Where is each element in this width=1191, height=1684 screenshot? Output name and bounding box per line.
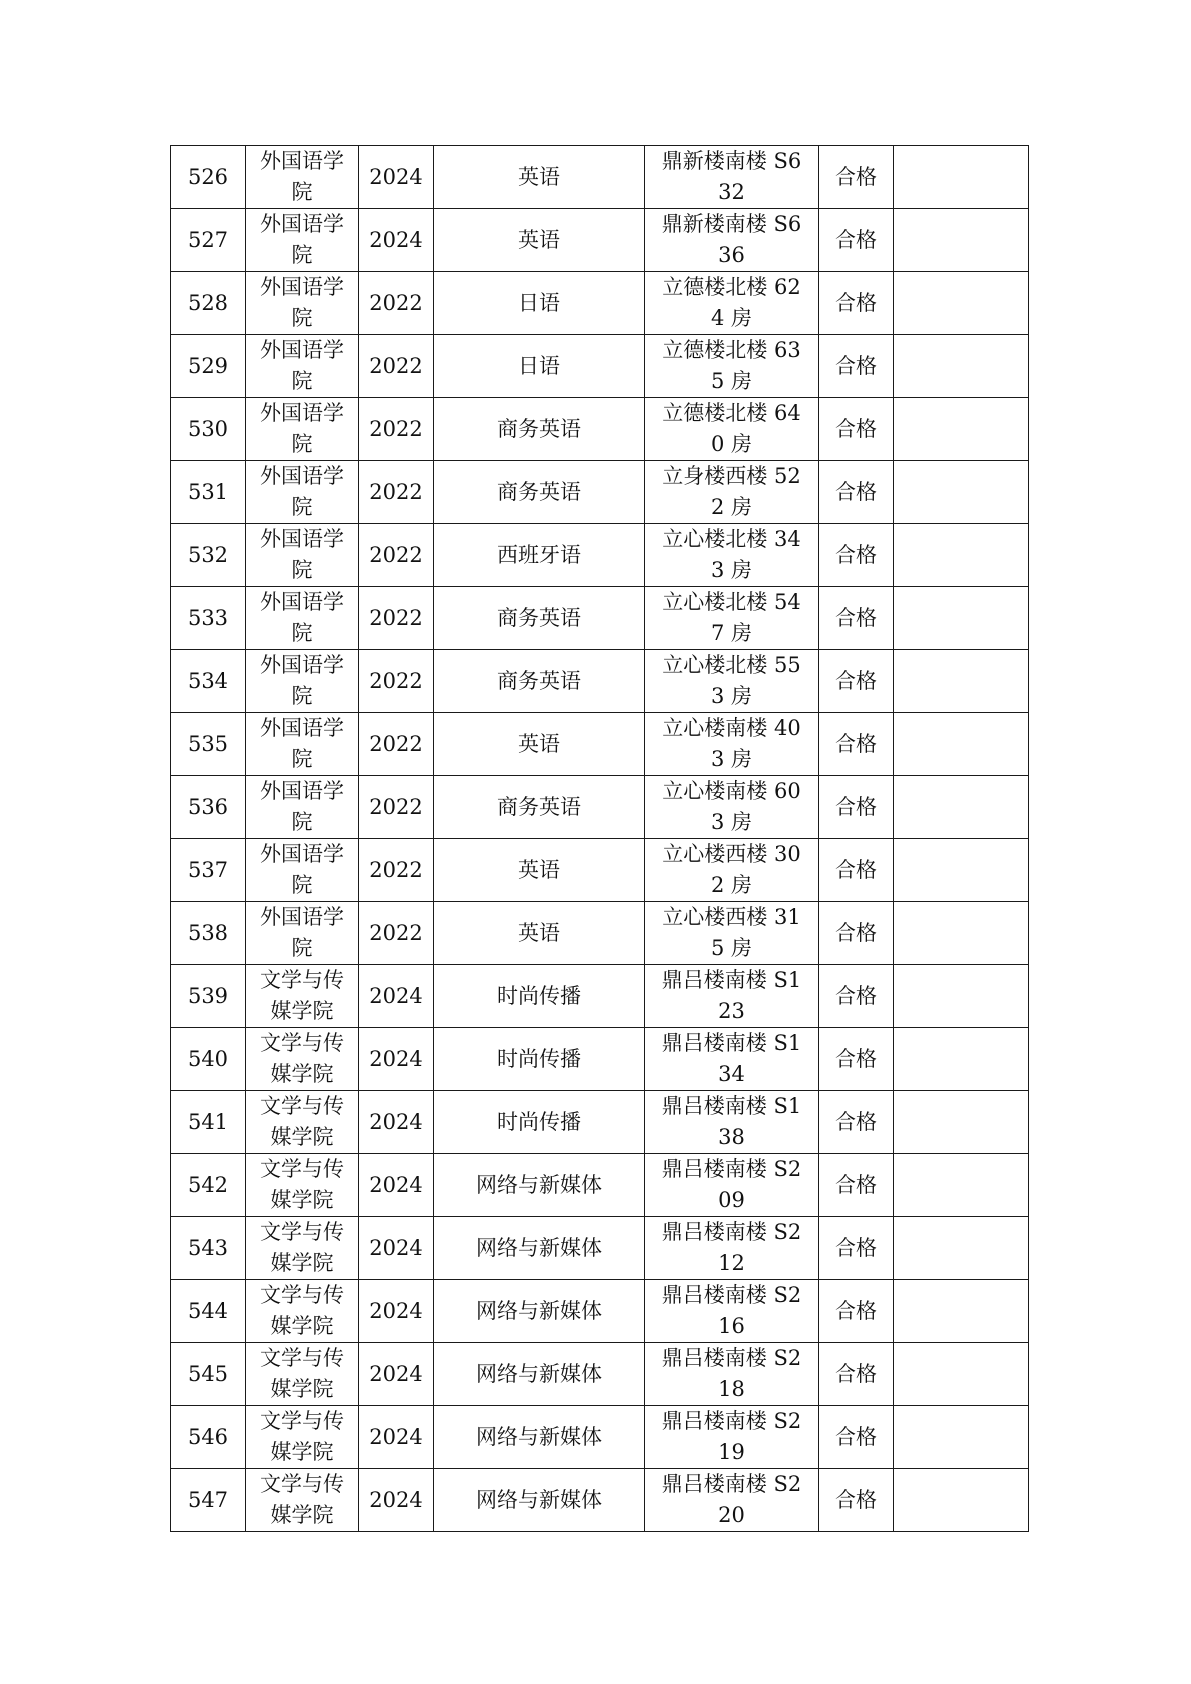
major-cell: 西班牙语: [434, 524, 645, 587]
major-cell: 商务英语: [434, 398, 645, 461]
note-cell: [894, 146, 1029, 209]
room-cell: [645, 587, 819, 650]
college-text: 文学与传媒学院: [260, 1283, 344, 1338]
room-cell: [645, 1091, 819, 1154]
room-text: 立心楼北楼 547 房: [662, 590, 801, 645]
college-text: 文学与传媒学院: [260, 1220, 344, 1275]
room-cell: [645, 461, 819, 524]
college-text: 文学与传媒学院: [260, 1157, 344, 1212]
room-cell: [645, 335, 819, 398]
table-row: [171, 209, 1029, 272]
result-cell: 合格: [819, 1091, 894, 1154]
row-number-cell: 529: [171, 335, 246, 398]
college-text: 文学与传媒学院: [260, 1346, 344, 1401]
college-text: 外国语学院: [260, 779, 344, 834]
result-cell: 合格: [819, 902, 894, 965]
college-cell: [246, 650, 359, 713]
room-cell: [645, 272, 819, 335]
major-cell: 时尚传播: [434, 965, 645, 1028]
room-text: 鼎吕楼南楼 S123: [661, 968, 802, 1023]
table-row: [171, 272, 1029, 335]
row-number-cell: 527: [171, 209, 246, 272]
row-number-cell: 531: [171, 461, 246, 524]
row-number-cell: 532: [171, 524, 246, 587]
major-cell: 网络与新媒体: [434, 1406, 645, 1469]
year-cell: 2022: [359, 461, 434, 524]
college-cell: [246, 1154, 359, 1217]
note-cell: [894, 209, 1029, 272]
room-cell: [645, 965, 819, 1028]
room-text: 立德楼北楼 640 房: [662, 401, 801, 456]
table-row: [171, 1217, 1029, 1280]
major-cell: 英语: [434, 713, 645, 776]
year-cell: 2024: [359, 146, 434, 209]
table-row: [171, 1406, 1029, 1469]
room-text: 立心楼北楼 343 房: [662, 527, 801, 582]
note-cell: [894, 1217, 1029, 1280]
college-cell: [246, 1406, 359, 1469]
row-number-cell: 528: [171, 272, 246, 335]
college-text: 文学与传媒学院: [260, 1031, 344, 1086]
room-text: 鼎吕楼南楼 S134: [661, 1031, 802, 1086]
row-number-cell: 540: [171, 1028, 246, 1091]
college-text: 外国语学院: [260, 149, 344, 204]
year-cell: 2024: [359, 1217, 434, 1280]
note-cell: [894, 1154, 1029, 1217]
major-cell: 网络与新媒体: [434, 1217, 645, 1280]
result-cell: 合格: [819, 776, 894, 839]
table-row: [171, 713, 1029, 776]
college-cell: [246, 1217, 359, 1280]
row-number-cell: 536: [171, 776, 246, 839]
room-cell: [645, 776, 819, 839]
college-cell: [246, 461, 359, 524]
room-text: 立心楼南楼 403 房: [662, 716, 801, 771]
room-text: 鼎吕楼南楼 S218: [661, 1346, 802, 1401]
note-cell: [894, 1469, 1029, 1532]
dormitory-inspection-table: [170, 145, 1029, 1532]
year-cell: 2024: [359, 1469, 434, 1532]
college-cell: [246, 209, 359, 272]
note-cell: [894, 965, 1029, 1028]
year-cell: 2022: [359, 398, 434, 461]
note-cell: [894, 776, 1029, 839]
room-text: 立德楼北楼 635 房: [662, 338, 801, 393]
major-cell: 时尚传播: [434, 1028, 645, 1091]
college-cell: [246, 902, 359, 965]
college-cell: [246, 524, 359, 587]
row-number-cell: 543: [171, 1217, 246, 1280]
row-number-cell: 546: [171, 1406, 246, 1469]
major-cell: 商务英语: [434, 587, 645, 650]
college-text: 文学与传媒学院: [260, 1094, 344, 1149]
table-row: [171, 839, 1029, 902]
table-row: [171, 776, 1029, 839]
note-cell: [894, 839, 1029, 902]
result-cell: 合格: [819, 1154, 894, 1217]
result-cell: 合格: [819, 1217, 894, 1280]
table-row: [171, 524, 1029, 587]
result-cell: 合格: [819, 1028, 894, 1091]
college-cell: [246, 1280, 359, 1343]
note-cell: [894, 1406, 1029, 1469]
room-text: 鼎新楼南楼 S632: [661, 149, 802, 204]
major-cell: 商务英语: [434, 650, 645, 713]
year-cell: 2024: [359, 1280, 434, 1343]
table-row: [171, 398, 1029, 461]
college-cell: [246, 398, 359, 461]
year-cell: 2022: [359, 902, 434, 965]
room-cell: [645, 146, 819, 209]
college-cell: [246, 1091, 359, 1154]
college-text: 文学与传媒学院: [260, 1472, 344, 1527]
note-cell: [894, 713, 1029, 776]
result-cell: 合格: [819, 587, 894, 650]
year-cell: 2022: [359, 839, 434, 902]
row-number-cell: 538: [171, 902, 246, 965]
year-cell: 2022: [359, 587, 434, 650]
note-cell: [894, 524, 1029, 587]
year-cell: 2024: [359, 1091, 434, 1154]
college-text: 外国语学院: [260, 590, 344, 645]
table-row: [171, 1091, 1029, 1154]
year-cell: 2024: [359, 1343, 434, 1406]
row-number-cell: 530: [171, 398, 246, 461]
note-cell: [894, 398, 1029, 461]
room-cell: [645, 1406, 819, 1469]
college-cell: [246, 272, 359, 335]
college-cell: [246, 839, 359, 902]
room-cell: [645, 713, 819, 776]
college-text: 文学与传媒学院: [260, 968, 344, 1023]
year-cell: 2024: [359, 209, 434, 272]
year-cell: 2022: [359, 524, 434, 587]
room-cell: [645, 650, 819, 713]
result-cell: 合格: [819, 209, 894, 272]
college-cell: [246, 776, 359, 839]
college-cell: [246, 1343, 359, 1406]
table-row: [171, 1469, 1029, 1532]
college-cell: [246, 965, 359, 1028]
major-cell: 网络与新媒体: [434, 1343, 645, 1406]
college-text: 外国语学院: [260, 653, 344, 708]
row-number-cell: 547: [171, 1469, 246, 1532]
note-cell: [894, 1343, 1029, 1406]
room-text: 鼎吕楼南楼 S138: [661, 1094, 802, 1149]
table-row: [171, 650, 1029, 713]
room-cell: [645, 902, 819, 965]
room-text: 立德楼北楼 624 房: [662, 275, 801, 330]
year-cell: 2022: [359, 776, 434, 839]
table-row: [171, 1154, 1029, 1217]
table-row: [171, 965, 1029, 1028]
table-row: [171, 1343, 1029, 1406]
college-cell: [246, 1028, 359, 1091]
major-cell: 时尚传播: [434, 1091, 645, 1154]
table-row: [171, 335, 1029, 398]
result-cell: 合格: [819, 1406, 894, 1469]
major-cell: 日语: [434, 272, 645, 335]
row-number-cell: 541: [171, 1091, 246, 1154]
row-number-cell: 545: [171, 1343, 246, 1406]
room-cell: [645, 1217, 819, 1280]
room-cell: [645, 524, 819, 587]
result-cell: 合格: [819, 461, 894, 524]
result-cell: 合格: [819, 650, 894, 713]
note-cell: [894, 461, 1029, 524]
room-text: 立心楼南楼 603 房: [662, 779, 801, 834]
result-cell: 合格: [819, 398, 894, 461]
college-text: 外国语学院: [260, 527, 344, 582]
year-cell: 2024: [359, 1028, 434, 1091]
row-number-cell: 526: [171, 146, 246, 209]
room-cell: [645, 839, 819, 902]
year-cell: 2024: [359, 1154, 434, 1217]
room-cell: [645, 1280, 819, 1343]
major-cell: 商务英语: [434, 461, 645, 524]
room-text: 鼎吕楼南楼 S220: [661, 1472, 802, 1527]
row-number-cell: 544: [171, 1280, 246, 1343]
college-text: 外国语学院: [260, 275, 344, 330]
table-body: [171, 146, 1029, 1532]
room-cell: [645, 1343, 819, 1406]
major-cell: 英语: [434, 839, 645, 902]
year-cell: 2022: [359, 335, 434, 398]
college-text: 外国语学院: [260, 716, 344, 771]
result-cell: 合格: [819, 272, 894, 335]
room-text: 鼎吕楼南楼 S209: [661, 1157, 802, 1212]
result-cell: 合格: [819, 1469, 894, 1532]
table-row: [171, 902, 1029, 965]
result-cell: 合格: [819, 965, 894, 1028]
row-number-cell: 542: [171, 1154, 246, 1217]
room-text: 立心楼北楼 553 房: [662, 653, 801, 708]
room-text: 立心楼西楼 315 房: [662, 905, 801, 960]
note-cell: [894, 272, 1029, 335]
room-cell: [645, 398, 819, 461]
college-cell: [246, 587, 359, 650]
college-text: 外国语学院: [260, 464, 344, 519]
note-cell: [894, 1091, 1029, 1154]
major-cell: 英语: [434, 146, 645, 209]
table-row: [171, 1028, 1029, 1091]
result-cell: 合格: [819, 524, 894, 587]
table-row: [171, 146, 1029, 209]
year-cell: 2022: [359, 272, 434, 335]
row-number-cell: 537: [171, 839, 246, 902]
result-cell: 合格: [819, 146, 894, 209]
room-text: 立心楼西楼 302 房: [662, 842, 801, 897]
room-text: 鼎吕楼南楼 S219: [661, 1409, 802, 1464]
table-row: [171, 1280, 1029, 1343]
note-cell: [894, 650, 1029, 713]
room-cell: [645, 1028, 819, 1091]
result-cell: 合格: [819, 839, 894, 902]
college-text: 外国语学院: [260, 401, 344, 456]
note-cell: [894, 587, 1029, 650]
college-text: 外国语学院: [260, 842, 344, 897]
note-cell: [894, 1028, 1029, 1091]
year-cell: 2022: [359, 650, 434, 713]
result-cell: 合格: [819, 713, 894, 776]
room-text: 鼎吕楼南楼 S212: [661, 1220, 802, 1275]
room-text: 立身楼西楼 522 房: [662, 464, 801, 519]
college-cell: [246, 713, 359, 776]
major-cell: 网络与新媒体: [434, 1280, 645, 1343]
row-number-cell: 539: [171, 965, 246, 1028]
result-cell: 合格: [819, 335, 894, 398]
room-cell: [645, 1154, 819, 1217]
room-cell: [645, 209, 819, 272]
room-text: 鼎新楼南楼 S636: [661, 212, 802, 267]
room-text: 鼎吕楼南楼 S216: [661, 1283, 802, 1338]
college-text: 外国语学院: [260, 212, 344, 267]
major-cell: 日语: [434, 335, 645, 398]
major-cell: 网络与新媒体: [434, 1154, 645, 1217]
row-number-cell: 535: [171, 713, 246, 776]
year-cell: 2024: [359, 1406, 434, 1469]
college-text: 文学与传媒学院: [260, 1409, 344, 1464]
year-cell: 2024: [359, 965, 434, 1028]
year-cell: 2022: [359, 713, 434, 776]
result-cell: 合格: [819, 1343, 894, 1406]
college-text: 外国语学院: [260, 905, 344, 960]
table-row: [171, 587, 1029, 650]
table-row: [171, 461, 1029, 524]
major-cell: 英语: [434, 902, 645, 965]
major-cell: 商务英语: [434, 776, 645, 839]
major-cell: 网络与新媒体: [434, 1469, 645, 1532]
row-number-cell: 533: [171, 587, 246, 650]
college-cell: [246, 146, 359, 209]
college-text: 外国语学院: [260, 338, 344, 393]
note-cell: [894, 1280, 1029, 1343]
note-cell: [894, 335, 1029, 398]
note-cell: [894, 902, 1029, 965]
room-cell: [645, 1469, 819, 1532]
college-cell: [246, 1469, 359, 1532]
result-cell: 合格: [819, 1280, 894, 1343]
major-cell: 英语: [434, 209, 645, 272]
row-number-cell: 534: [171, 650, 246, 713]
college-cell: [246, 335, 359, 398]
